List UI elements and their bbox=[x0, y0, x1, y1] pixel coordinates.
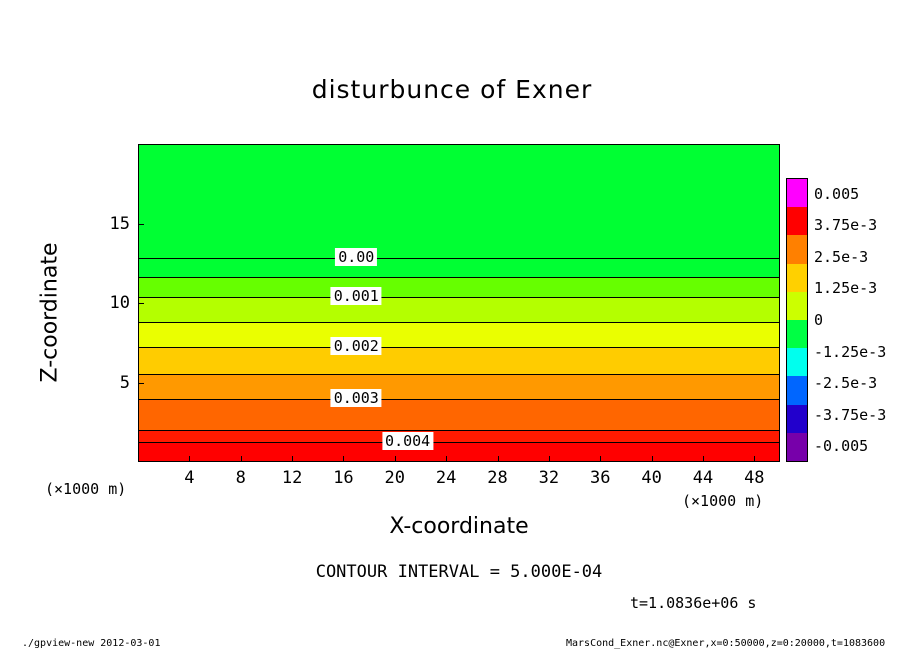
contour-plot-area bbox=[138, 144, 780, 462]
contour-label: 0.001 bbox=[331, 287, 382, 305]
x-axis-tick: 8 bbox=[235, 468, 246, 488]
colorbar bbox=[786, 178, 808, 462]
x-axis-tick: 36 bbox=[589, 468, 611, 488]
contour-label: 0.00 bbox=[335, 248, 377, 266]
x-axis-label: X-coordinate bbox=[389, 514, 529, 539]
x-axis-tick: 44 bbox=[692, 468, 714, 488]
contour-band bbox=[139, 442, 779, 462]
x-axis-tick-mark bbox=[343, 456, 344, 462]
x-axis-tick: 12 bbox=[281, 468, 303, 488]
x-axis-tick: 40 bbox=[641, 468, 662, 488]
contour-label: 0.003 bbox=[331, 389, 382, 407]
x-axis-tick-mark bbox=[549, 456, 550, 462]
footer-left: ./gpview-new 2012-03-01 bbox=[22, 638, 161, 649]
x-axis-tick-mark bbox=[241, 456, 242, 462]
contour-band bbox=[139, 277, 779, 297]
x-axis-tick-mark bbox=[703, 456, 704, 462]
contour-line bbox=[139, 277, 779, 278]
contour-interval-note: CONTOUR INTERVAL = 5.000E-04 bbox=[315, 562, 603, 582]
colorbar-segment bbox=[787, 235, 807, 263]
colorbar-segment bbox=[787, 320, 807, 348]
colorbar-segment bbox=[787, 348, 807, 376]
x-axis-tick: 16 bbox=[333, 468, 354, 488]
colorbar-tick-label: 0 bbox=[814, 311, 824, 329]
x-axis-tick-mark bbox=[189, 456, 190, 462]
x-axis-tick-mark bbox=[498, 456, 499, 462]
y-axis-tick-mark bbox=[138, 303, 144, 304]
x-axis-tick-mark bbox=[292, 456, 293, 462]
x-axis-unit-left: (×1000 m) bbox=[45, 480, 127, 498]
contour-line bbox=[139, 430, 779, 431]
colorbar-tick-label: 0.005 bbox=[814, 184, 860, 203]
colorbar-tick-label: -2.5e-3 bbox=[814, 374, 878, 393]
colorbar-segment bbox=[787, 292, 807, 320]
x-axis-tick: 32 bbox=[538, 468, 560, 488]
y-axis-tick-mark bbox=[138, 383, 144, 384]
contour-band bbox=[139, 347, 779, 374]
x-axis-tick: 4 bbox=[184, 468, 195, 488]
page-title: disturbunce of Exner bbox=[311, 75, 593, 104]
colorbar-tick-label: -3.75e-3 bbox=[814, 405, 887, 424]
y-axis-tick: 10 bbox=[109, 293, 130, 313]
contour-band bbox=[139, 374, 779, 399]
contour-band bbox=[139, 399, 779, 431]
colorbar-segment bbox=[787, 179, 807, 207]
colorbar-segment bbox=[787, 405, 807, 433]
contour-band bbox=[139, 297, 779, 322]
colorbar-segment bbox=[787, 264, 807, 292]
x-axis-tick-mark bbox=[652, 456, 653, 462]
contour-line-labeled bbox=[139, 399, 779, 400]
x-axis-tick: 28 bbox=[487, 468, 508, 488]
y-axis-tick: 15 bbox=[109, 213, 130, 234]
x-axis-tick: 24 bbox=[435, 468, 457, 488]
y-axis-label: Z-coordinate bbox=[37, 242, 63, 383]
contour-band bbox=[139, 322, 779, 347]
colorbar-tick-label: -0.005 bbox=[814, 437, 869, 456]
x-axis-unit-right: (×1000 m) bbox=[682, 492, 764, 510]
x-axis-tick: 20 bbox=[384, 468, 406, 488]
colorbar-tick-label: 3.75e-3 bbox=[814, 216, 878, 235]
colorbar-segment bbox=[787, 376, 807, 404]
contour-line-labeled bbox=[139, 347, 779, 348]
contour-line-labeled bbox=[139, 258, 779, 259]
x-axis-tick: 48 bbox=[744, 468, 765, 488]
contour-label: 0.002 bbox=[331, 337, 382, 355]
contour-line bbox=[139, 322, 779, 323]
contour-label: 0.004 bbox=[382, 432, 433, 450]
colorbar-tick-label: -1.25e-3 bbox=[814, 342, 887, 361]
colorbar-tick-label: 1.25e-3 bbox=[814, 279, 878, 298]
y-axis-tick-mark bbox=[138, 224, 144, 225]
time-note: t=1.0836e+06 s bbox=[630, 594, 757, 612]
x-axis-tick-mark bbox=[395, 456, 396, 462]
contour-band bbox=[139, 430, 779, 442]
x-axis-tick-mark bbox=[600, 456, 601, 462]
x-axis-tick-mark bbox=[754, 456, 755, 462]
contour-line-labeled bbox=[139, 442, 779, 443]
colorbar-tick-label: 2.5e-3 bbox=[814, 247, 869, 266]
x-axis-tick-mark bbox=[446, 456, 447, 462]
contour-line-labeled bbox=[139, 297, 779, 298]
footer-right: MarsCond_Exner.nc@Exner,x=0:50000,z=0:20000,t=1083600 bbox=[566, 638, 886, 649]
y-axis-tick: 5 bbox=[119, 372, 130, 393]
colorbar-segment bbox=[787, 433, 807, 461]
contour-line bbox=[139, 374, 779, 375]
colorbar-segment bbox=[787, 207, 807, 235]
